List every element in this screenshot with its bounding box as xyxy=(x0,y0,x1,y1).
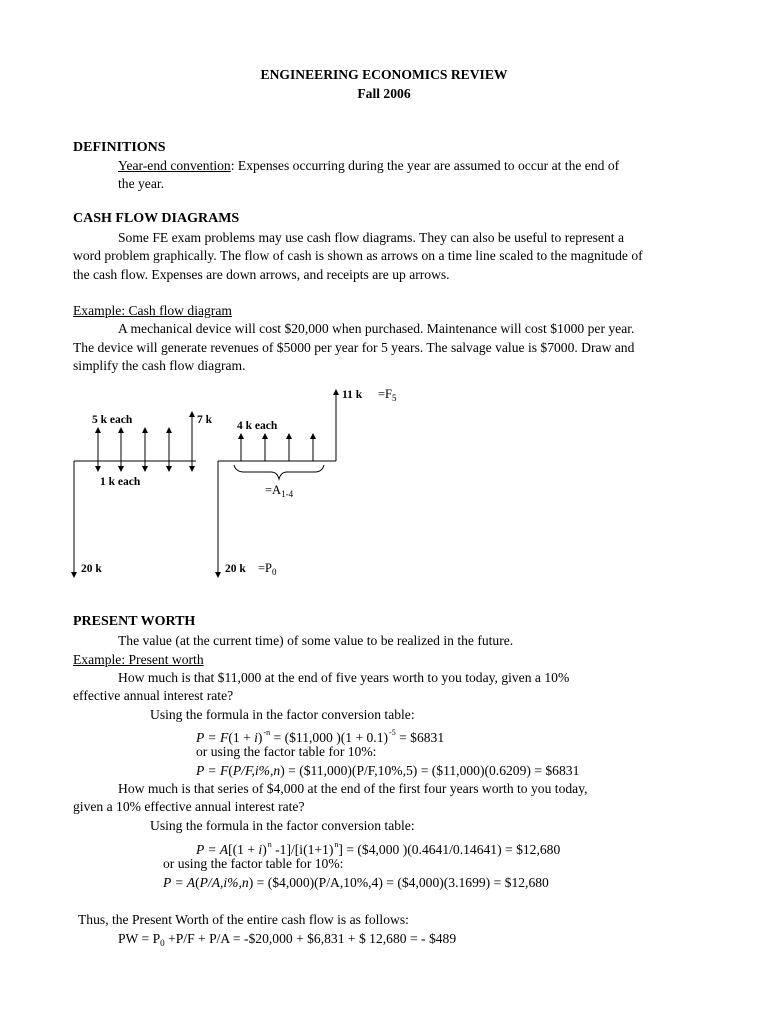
example-cashflow-line2: The device will generate revenues of $5000 per year for 5 years. The salvage value is $7000. Draw and xyxy=(73,340,635,355)
annuity-label: $=A_{1-4}$ xyxy=(265,483,294,499)
page-title: ENGINEERING ECONOMICS REVIEW xyxy=(260,67,508,82)
formula-p-from-f: $P = F(1 + i)^{-n}$ = ($11,000 )$(1 + 0.1)^{-5}$ = $6831 xyxy=(196,728,445,745)
using-formula-2: Using the formula in the factor conversion table: xyxy=(150,818,415,833)
cashflow-para-line2: word problem graphically. The flow of cash is shown as arrows on a time line scaled to the magnitude of xyxy=(73,248,643,263)
right-final-label: 11 k xyxy=(342,389,363,401)
left-maintenance-label: 1 k each xyxy=(100,476,141,488)
present-worth-summary-intro: Thus, the Present Worth of the entire cash flow is as follows: xyxy=(78,912,409,927)
cashflow-heading: CASH FLOW DIAGRAMS xyxy=(73,211,240,226)
example-cashflow-line1: A mechanical device will cost $20,000 when purchased. Maintenance will cost $1000 per year. xyxy=(118,321,635,336)
example-cashflow-title: Example: Cash flow diagram xyxy=(73,303,232,318)
using-formula-1: Using the formula in the factor conversion table: xyxy=(150,707,415,722)
present-worth-total: PW = $P_0 +P/F + P/A$ = -$20,000 + $6,831 + $ 12,680 = - $489 xyxy=(118,931,457,948)
definition-text: : Expenses occurring during the year are assumed to occur at the end of xyxy=(230,158,620,173)
definition-term: Year-end convention xyxy=(118,158,231,173)
present-worth-heading: PRESENT WORTH xyxy=(73,614,196,629)
factor-p-from-f: P = F(P/F,i%,n) = ($11,000)(P/F,10%,5) = ($11,000)(0.6209) = $6831 xyxy=(196,763,580,778)
factor-p-from-a: P = A(P/A,i%,n) = ($4,000)(P/A,10%,4) = ($4,000)(3.1699) = $12,680 xyxy=(163,875,549,890)
formula-p-from-a: $P = A[(1 + i)^n$ $-1]/[i(1+1)^n]$ = ($4,000 )(0.4641/0.14641) = $12,680 xyxy=(196,840,561,857)
example-cashflow-line3: simplify the cash flow diagram. xyxy=(73,358,246,373)
cashflow-para-line1: Some FE exam problems may use cash flow diagrams. They can also be useful to represent a xyxy=(118,230,624,245)
question1-line1: How much is that $11,000 at the end of five years worth to you today, given a 10% xyxy=(118,670,570,685)
cashflow-para-line3: the cash flow. Expenses are down arrows, and receipts are up arrows. xyxy=(73,267,450,282)
right-net-label: 4 k each xyxy=(237,420,278,432)
annuity-brace xyxy=(234,465,324,479)
left-initial-label: 20 k xyxy=(81,563,102,575)
question2-line1: How much is that series of $4,000 at the end of the first four years worth to you today, xyxy=(118,781,588,796)
or-factor-table-1: or using the factor table for 10%: xyxy=(196,744,377,759)
future-value-label: $=F_5$ xyxy=(378,387,397,403)
present-worth-definition: The value (at the current time) of some value to be realized in the future. xyxy=(118,633,514,648)
or-factor-table-2: or using the factor table for 10%: xyxy=(163,856,344,871)
example-present-worth-title: Example: Present worth xyxy=(73,652,204,667)
question1-line2: effective annual interest rate? xyxy=(73,688,234,703)
left-salvage-label: 7 k xyxy=(197,414,213,426)
present-value-label: $=P_0$ xyxy=(258,561,277,577)
left-revenue-label: 5 k each xyxy=(92,414,133,426)
definition-text-cont: the year. xyxy=(118,176,165,191)
definitions-heading: DEFINITIONS xyxy=(73,140,166,155)
page-subtitle: Fall 2006 xyxy=(357,86,411,101)
right-initial-label: 20 k xyxy=(225,563,246,575)
question2-line2: given a 10% effective annual interest rate? xyxy=(73,799,305,814)
